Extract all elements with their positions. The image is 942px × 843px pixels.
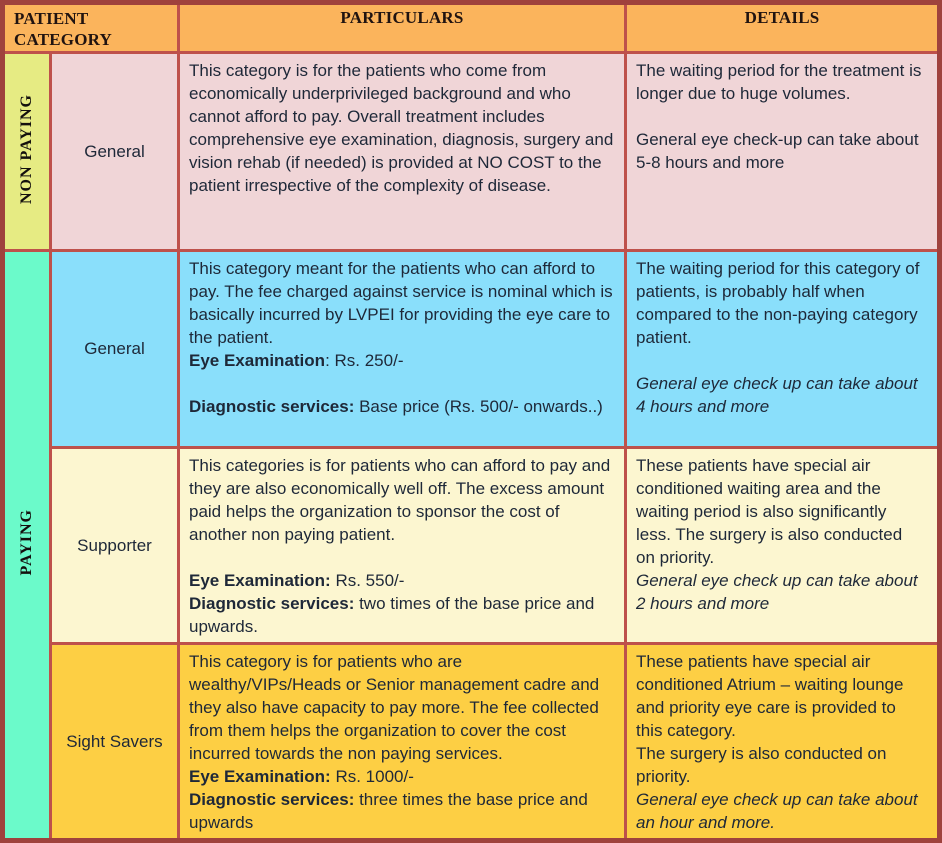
group-label-non-paying [3,53,51,251]
category-cell-general-non-paying: General [51,53,179,251]
row-paying-general [3,251,940,448]
row-paying-sight-savers [3,644,940,841]
particulars-cell-supporter: This categories is for patients who can afford to pay and they are also economically well off. The excess amount paid helps the organization to sponsor the cost of another non paying patient. Eye Examination: Rs. 550/- Diagnostic services: two times of the base price and upwards. [179,448,626,644]
group-label-paying-text: PAYING [18,509,35,576]
row-paying-supporter [3,448,940,644]
particulars-cell-general-non-paying: This category is for the patients who come from economically underprivileged background and who cannot afford to pay. Overall treatment includes comprehensive eye examination, diagnosis, surgery and vision rehab (if needed) is provided at NO COST to the patient irrespective of the complexity of disease. [179,53,626,251]
header-details: DETAILS [626,3,940,53]
table-header-row [3,3,940,53]
header-patient-category: PATIENT CATEGORY [3,3,179,53]
header-particulars: PARTICULARS [179,3,626,53]
particulars-cell-general-paying: This category meant for the patients who can afford to pay. The fee charged against service is nominal which is basically incurred by LVPEI for providing the eye care to the patient. Eye Examination: Rs. 250/- Diagnostic services: Base price (Rs. 500/- onwards..) [179,251,626,448]
category-cell-supporter: Supporter [51,448,179,644]
category-cell-general-paying: General [51,251,179,448]
row-non-paying-general [3,53,940,251]
category-cell-sight-savers: Sight Savers [51,644,179,841]
details-cell-sight-savers: These patients have special air conditioned Atrium – waiting lounge and priority eye care is provided to this category. The surgery is also conducted on priority. General eye check up can take about an hour and more. [626,644,940,841]
details-cell-supporter: These patients have special air conditioned waiting area and the waiting period is also significantly less. The surgery is also conducted on priority. General eye check up can take about 2 hours and more [626,448,940,644]
group-label-non-paying-text: NON PAYING [18,93,35,204]
particulars-cell-sight-savers: This category is for patients who are wealthy/VIPs/Heads or Senior management cadre and they also have capacity to pay more. The fee collected from them helps the organization to cover the cost incurred towards the non paying services. Eye Examination: Rs. 1000/- Diagnostic services: three times the base price and upwards [179,644,626,841]
details-cell-general-non-paying: The waiting period for the treatment is longer due to huge volumes. General eye check-up can take about 5-8 hours and more [626,53,940,251]
details-cell-general-paying: The waiting period for this category of patients, is probably half when compared to the non-paying category patient. General eye check up can take about 4 hours and more [626,251,940,448]
group-label-paying [3,251,51,841]
